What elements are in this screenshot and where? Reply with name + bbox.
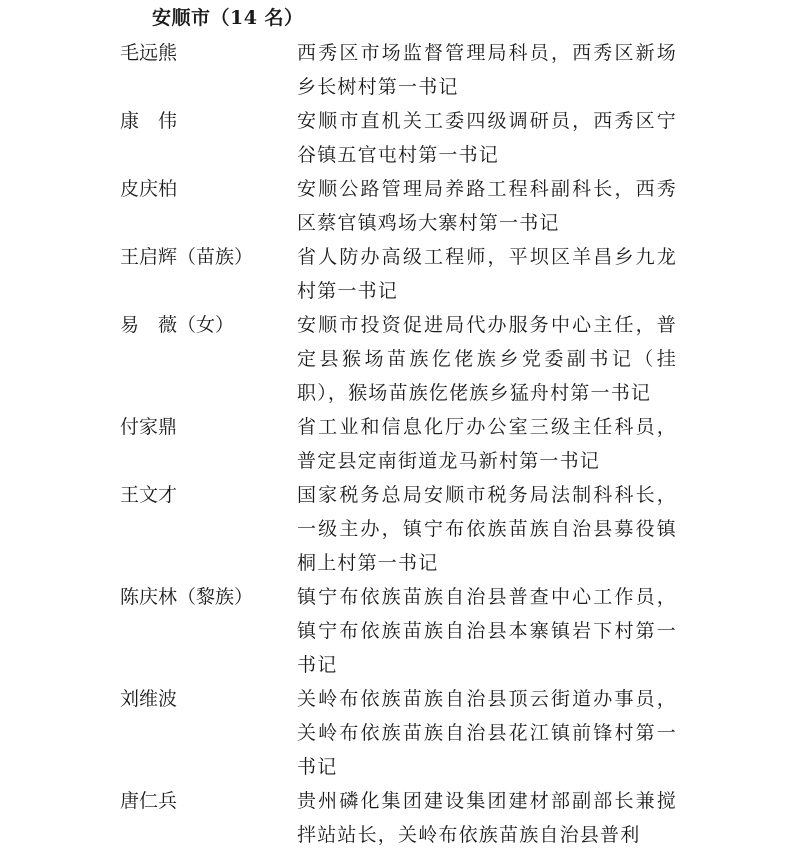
person-position: 安顺市直机关工委四级调研员，西秀区宁谷镇五官屯村第一书记: [297, 110, 677, 166]
person-name: 皮庆柏: [120, 178, 178, 200]
person-position: 关岭布依族苗族自治县顶云街道办事员，关岭布依族苗族自治县花江镇前锋村第一书记: [297, 688, 677, 778]
person-name: 付家鼎: [120, 416, 178, 438]
person-position: 安顺公路管理局养路工程科副科长，西秀区蔡官镇鸡场大寨村第一书记: [297, 178, 677, 234]
list-item: [0, 104, 793, 172]
person-position: 省工业和信息化厅办公室三级主任科员，普定县定南街道龙马新村第一书记: [297, 416, 677, 472]
person-position: 贵州磷化集团建设集团建材部副部长兼搅拌站站长，关岭布依族苗族自治县普利: [297, 790, 677, 846]
list-item: [0, 784, 793, 852]
person-position: 安顺市投资促进局代办服务中心主任，普定县猴场苗族仡佬族乡党委副书记（挂职），猴场苗族仡佬族乡猛舟村第一书记: [297, 314, 677, 404]
list-item: [0, 410, 793, 478]
person-name: 唐仁兵: [120, 790, 178, 812]
person-name: 刘维波: [120, 688, 178, 710]
person-name: 陈庆林（黎族）: [120, 586, 254, 608]
list-item: [0, 308, 793, 410]
person-position: 国家税务总局安顺市税务局法制科科长，一级主办，镇宁布依族苗族自治县募役镇桐上村第一书记: [297, 484, 677, 574]
list-item: [0, 580, 793, 682]
person-position: 镇宁布依族苗族自治县普查中心工作员，镇宁布依族苗族自治县本寨镇岩下村第一书记: [297, 586, 677, 676]
list-item: [0, 682, 793, 784]
person-name: 康 伟: [120, 110, 178, 132]
section-title: 安顺市（14 名）: [152, 7, 304, 29]
list-item: [0, 240, 793, 308]
entry-list: [0, 36, 793, 852]
person-name: 王文才: [120, 484, 178, 506]
list-item: [0, 478, 793, 580]
person-name: 毛远熊: [120, 42, 178, 64]
list-item: [0, 172, 793, 240]
person-position: 省人防办高级工程师，平坝区羊昌乡九龙村第一书记: [297, 246, 677, 302]
person-name: 易 薇（女）: [120, 314, 235, 336]
person-name: 王启辉（苗族）: [120, 246, 254, 268]
person-position: 西秀区市场监督管理局科员，西秀区新场乡长树村第一书记: [297, 42, 677, 98]
list-item: [0, 36, 793, 104]
